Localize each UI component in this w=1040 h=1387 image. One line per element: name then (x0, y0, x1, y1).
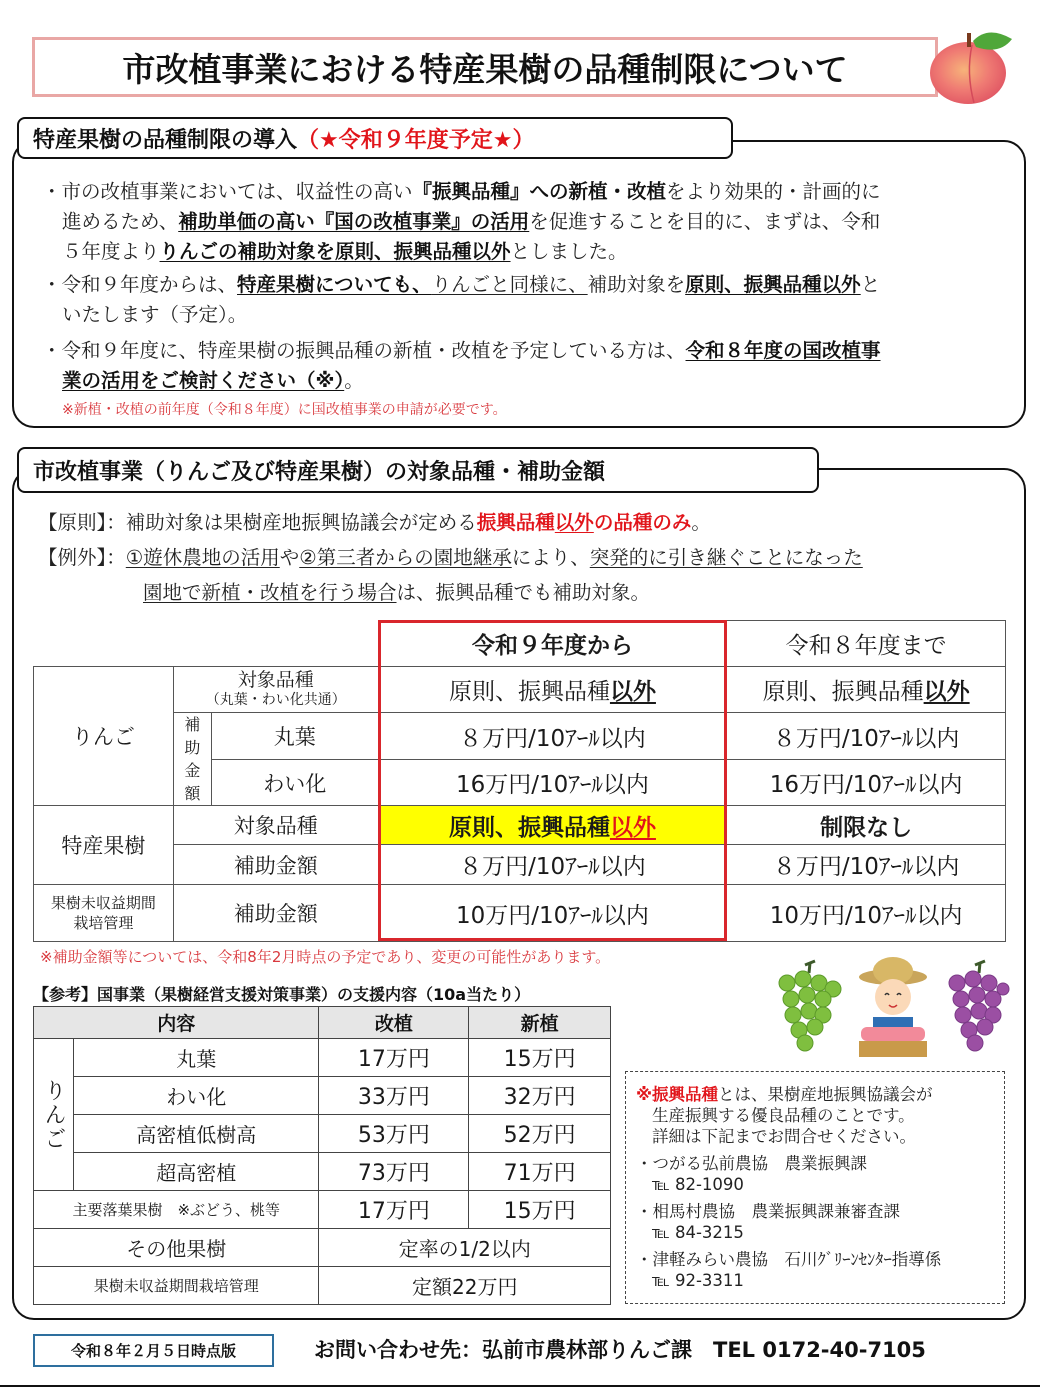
purple-grapes-icon (949, 961, 1009, 1051)
heading-text: 市改植事業（りんご及び特産果樹）の対象品種・補助金額 (33, 459, 606, 485)
ref-row-label: わい化 (73, 1077, 319, 1115)
subsidy-table (33, 620, 1006, 942)
ref-value: 32万円 (469, 1077, 611, 1115)
reference-table (33, 1006, 611, 1305)
ref-unprofitable-value: 定額22万円 (319, 1267, 611, 1305)
ref-value: 33万円 (319, 1077, 469, 1115)
special-subsidy-label: 補助金額 (173, 845, 378, 885)
col-header-r9: 令和９年度から (378, 621, 727, 667)
subsidy-vertical-label: 補 助 金 額 (173, 713, 211, 806)
heading-highlight: （★令和９年度予定★） (297, 127, 535, 153)
row-label-apple: りんご (34, 667, 174, 806)
section-target-varieties-heading (17, 447, 819, 493)
term-label: ※振興品種 (636, 1085, 719, 1104)
ref-deciduous-label: 主要落葉果樹 ※ぶどう、桃等 (34, 1191, 319, 1229)
apple-target-r9: 原則、振興品種以外 (378, 667, 727, 713)
exception-line-2: 園地で新植・改植を行う場合は、振興品種でも補助対象。 (143, 581, 651, 604)
maruba-label: 丸葉 (211, 713, 378, 760)
section1-footnote: ※新植・改植の前年度（令和８年度）に国改植事業の申請が必要です。 (62, 402, 507, 418)
ref-value: 53万円 (319, 1115, 469, 1153)
bullet-1: ・市の改植事業においては、収益性の高い『振興品種』への新植・改植をより効果的・計画的に 進めるため、補助単価の高い『国の改植事業』の活用を促進することを目的に、まずは、令和 ５年度よりりんごの補助対象を原則、振興品種以外としました。 (42, 180, 881, 263)
heading-text: 特産果樹の品種制限の導入 (33, 127, 298, 153)
ref-value: 15万円 (469, 1191, 611, 1229)
ref-row-label: 高密植低樹高 (73, 1115, 319, 1153)
section-variety-restriction-heading (17, 117, 733, 159)
reference-title: 【参考】国事業（果樹経営支援対策事業）の支援内容（10a当たり） (33, 985, 531, 1004)
ref-header-content: 内容 (34, 1007, 319, 1039)
contact-info: お問い合わせ先：弘前市農林部りんご課 TEL 0172-40-7105 (314, 1338, 926, 1362)
special-subsidy-r9: ８万円/10ｱｰﾙ以内 (378, 845, 727, 885)
special-target-label: 対象品種 (173, 806, 378, 845)
ref-value: 52万円 (469, 1115, 611, 1153)
peach-icon (926, 25, 1021, 105)
apple-target-r8: 原則、振興品種以外 (727, 667, 1006, 713)
unprofitable-subsidy-label: 補助金額 (173, 885, 378, 942)
ref-header-replant: 改植 (319, 1007, 469, 1039)
col-header-r8: 令和８年度まで (727, 621, 1006, 667)
table-note: ※補助金額等については、令和8年2月時点の予定であり、変更の可能性があります。 (40, 948, 611, 966)
contact-item: ・津軽みらい農協 石川ｸﾞﾘｰﾝｾﾝﾀｰ指導係 ℡ 92-3311 (636, 1250, 942, 1290)
waika-r8: 16万円/10ｱｰﾙ以内 (727, 760, 1006, 806)
waika-label: わい化 (211, 760, 378, 806)
page-title: 市改植事業における特産果樹の品種制限について (122, 49, 848, 89)
ref-row-label: 丸葉 (73, 1039, 319, 1077)
bullet-2: ・令和９年度からは、特産果樹についても、りんごと同様に、補助対象を原則、振興品種以外と いたします（予定）。 (42, 273, 881, 326)
ref-value: 71万円 (469, 1153, 611, 1191)
ref-apple-label: りんご (34, 1039, 74, 1191)
apple-target-label: 対象品種 （丸葉・わい化共通） (173, 667, 378, 713)
bullet-3: ・令和９年度に、特産果樹の振興品種の新植・改植を予定している方は、令和８年度の国改植事 業の活用をご検討ください（※）。 (42, 339, 881, 392)
maruba-r9: ８万円/10ｱｰﾙ以内 (378, 713, 727, 760)
waika-r9: 16万円/10ｱｰﾙ以内 (378, 760, 727, 806)
ref-other-value: 定率の1/2以内 (319, 1229, 611, 1267)
special-target-r8: 制限なし (727, 806, 1006, 845)
title-banner (32, 37, 938, 97)
ref-row-label: 超高密植 (73, 1153, 319, 1191)
maruba-r8: ８万円/10ｱｰﾙ以内 (727, 713, 1006, 760)
green-grapes-icon (779, 961, 841, 1051)
ref-value: 17万円 (319, 1191, 469, 1229)
unprofitable-subsidy-r9: 10万円/10ｱｰﾙ以内 (378, 885, 727, 942)
row-label-special-fruit: 特産果樹 (34, 806, 174, 885)
row-label-unprofitable: 果樹未収益期間 栽培管理 (34, 885, 174, 942)
ref-other-label: その他果樹 (34, 1229, 319, 1267)
farmer-with-grapes-illustration (775, 955, 1010, 1060)
ref-unprofitable-label: 果樹未収益期間栽培管理 (34, 1267, 319, 1305)
principle-line: 【原則】：補助対象は果樹産地振興協議会が定める振興品種以外の品種のみ。 (38, 511, 711, 534)
promoted-variety-info: ※振興品種とは、果樹産地振興協議会が 生産振興する優良品種のことです。 詳細は下記までお問合せください。 ・つがる弘前農協 農業振興課 ℡ 82-1090 ・相馬村農協 農業振興課兼審査課 ℡ 84-3215 ・津軽みらい農協 石川ｸﾞﾘｰﾝｾﾝﾀｰ指導係 ℡ 92-3311 (625, 1071, 1005, 1304)
farmer-icon (859, 957, 927, 1057)
special-subsidy-r8: ８万円/10ｱｰﾙ以内 (727, 845, 1006, 885)
exception-line: 【例外】：①遊休農地の活用や②第三者からの園地継承により、突発的に引き継ぐことになった (38, 546, 863, 569)
contact-item: ・つがる弘前農協 農業振興課 ℡ 82-1090 (636, 1154, 867, 1194)
special-target-r9: 原則、振興品種以外 (378, 806, 727, 845)
ref-value: 15万円 (469, 1039, 611, 1077)
contact-item: ・相馬村農協 農業振興課兼審査課 ℡ 84-3215 (636, 1202, 900, 1242)
ref-value: 17万円 (319, 1039, 469, 1077)
ref-value: 73万円 (319, 1153, 469, 1191)
ref-header-new: 新植 (469, 1007, 611, 1039)
version-badge: 令和８年２月５日時点版 (33, 1334, 274, 1367)
unprofitable-subsidy-r8: 10万円/10ｱｰﾙ以内 (727, 885, 1006, 942)
